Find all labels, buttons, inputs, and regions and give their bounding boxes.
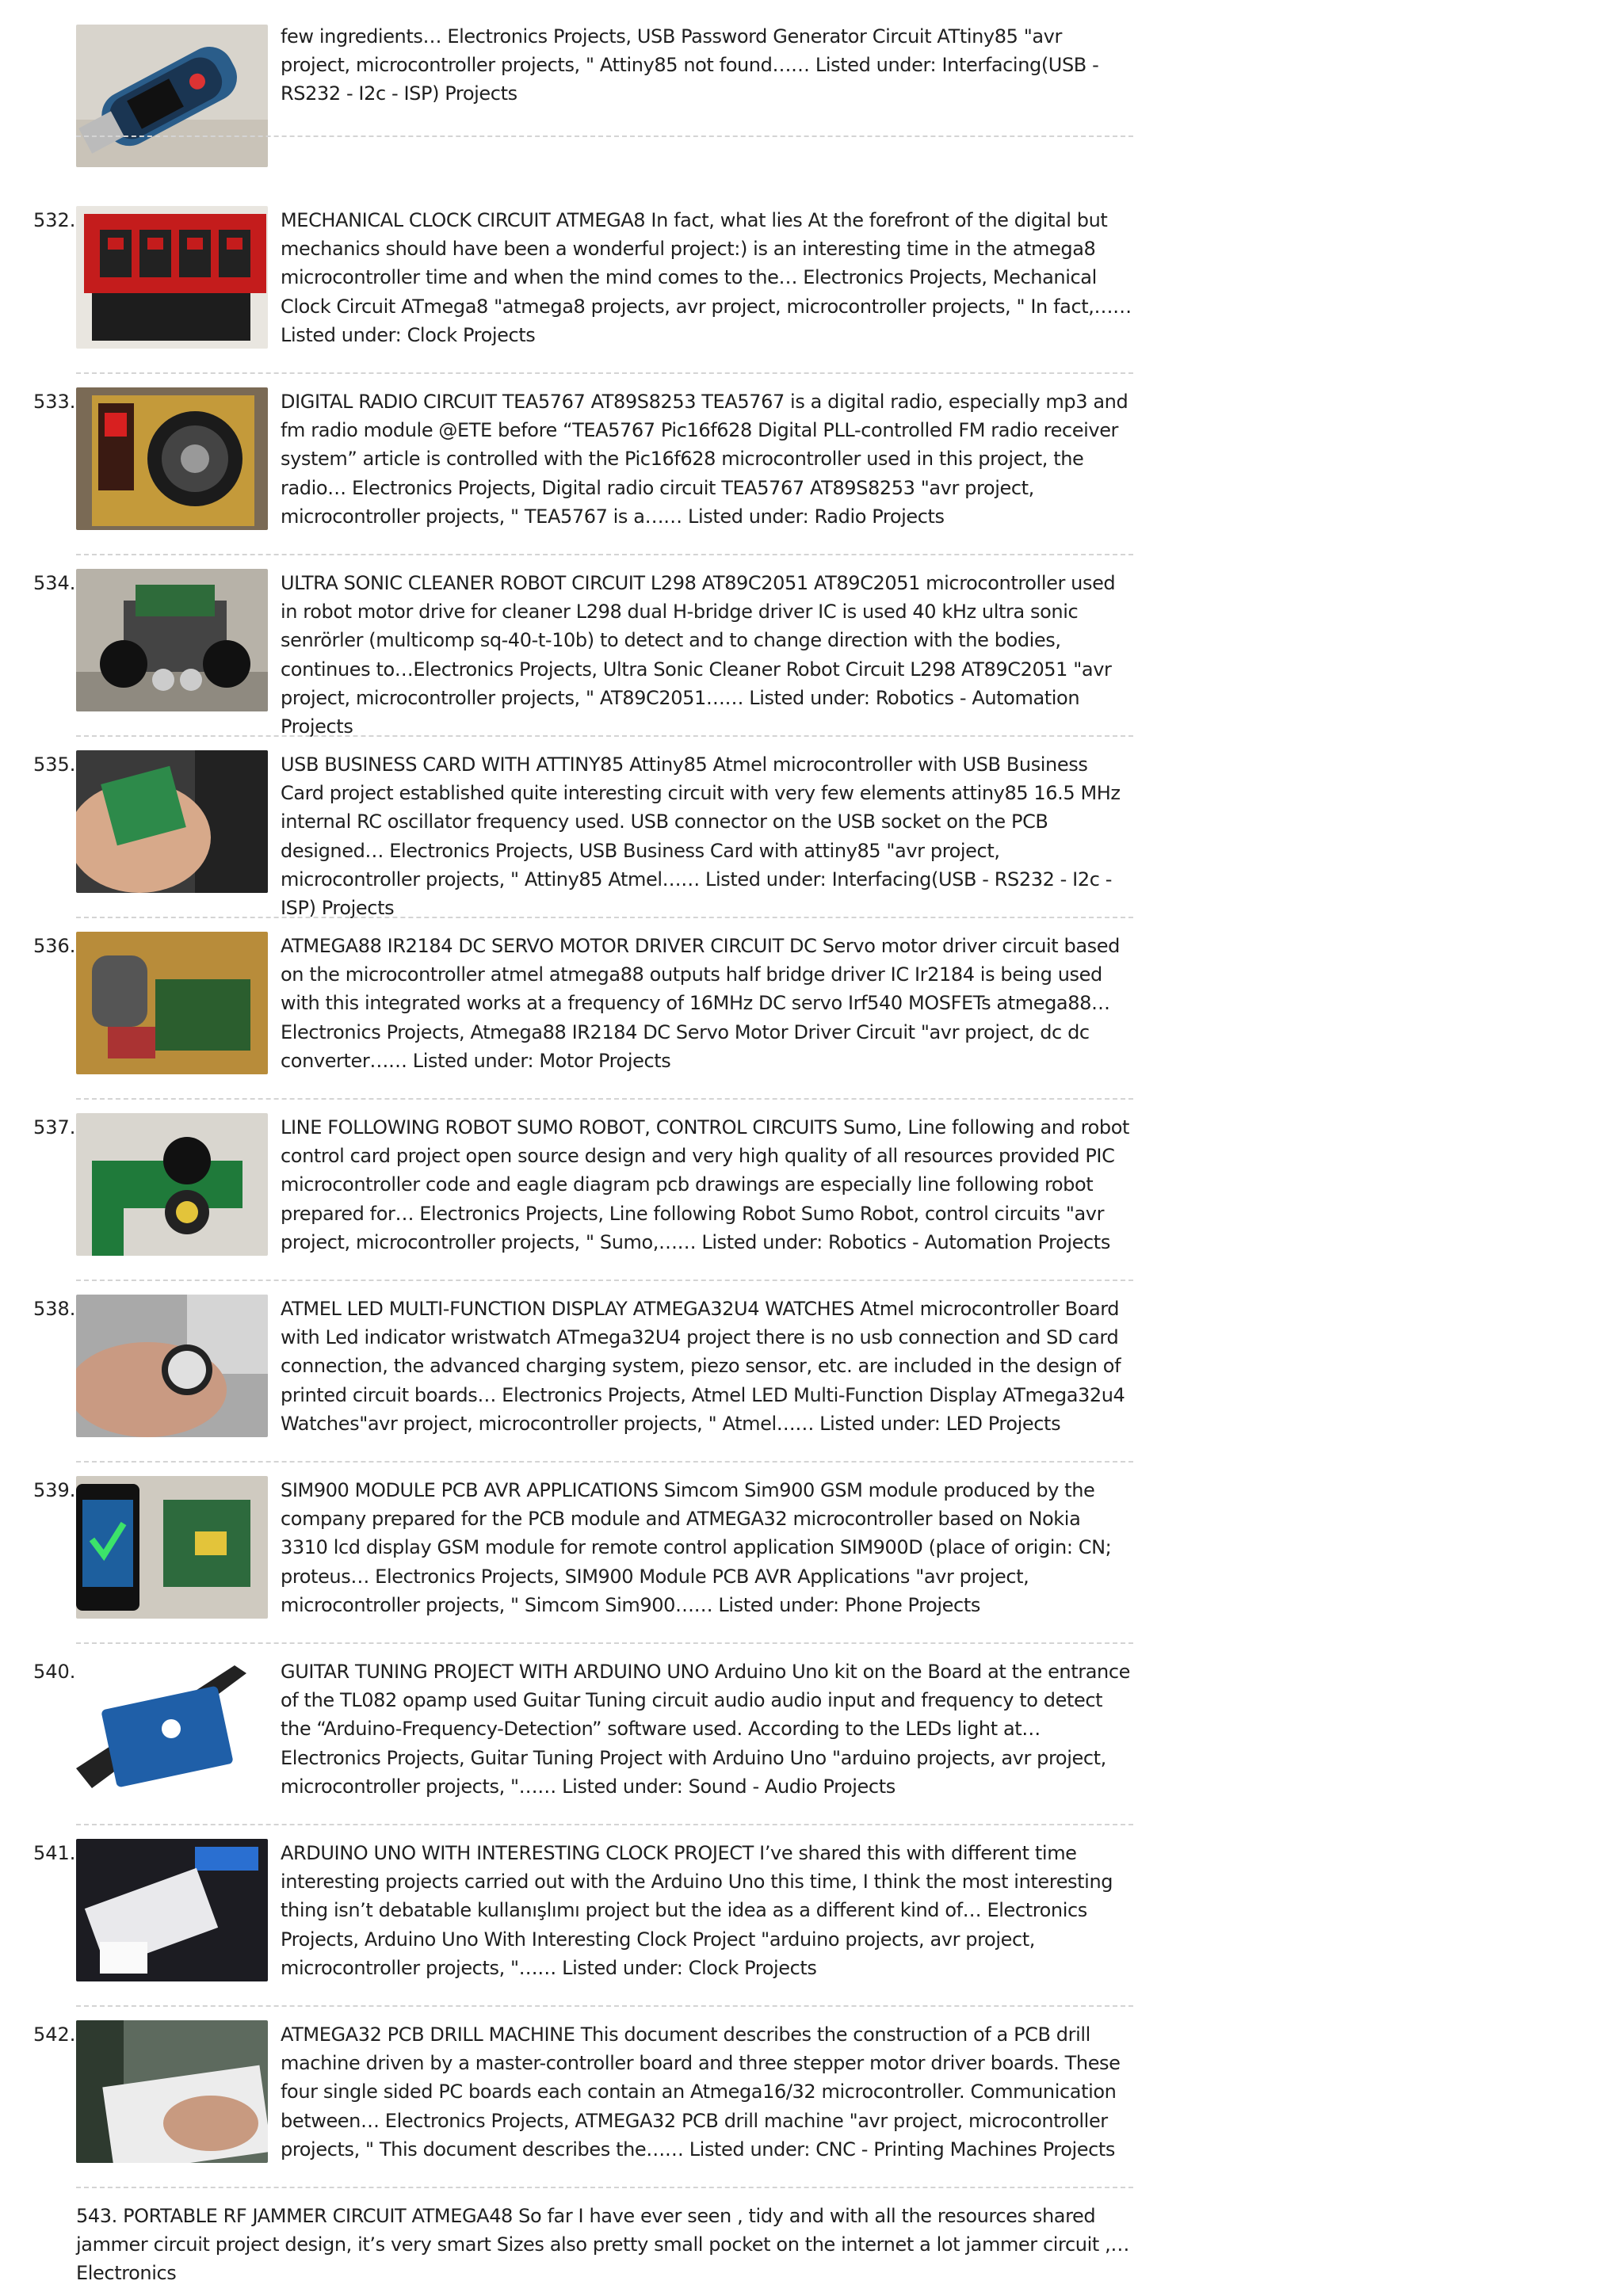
usb-business-card-photo[interactable] [76, 750, 268, 893]
item-number: 537. [33, 1116, 76, 1138]
item-text: PORTABLE RF JAMMER CIRCUIT ATMEGA48 So far I have ever seen , tidy and with all the resources shared jammer circuit project design, it’s very smart Sizes also pretty small pocket on the internet a lot jammer circuit ,… Electronics [76, 2205, 1129, 2285]
item-description: MECHANICAL CLOCK CIRCUIT ATMEGA8 In fact, what lies At the forefront of the digital but mechanics should have been a wonderful project:) is an interesting time in the atmega8 microcontroller time and when the mind comes to the… Electronics Projects, Mechanical Clock Circuit ATmega8 "atmega8 projects, avr project, microcontroller projects, " In fact,…… Listed under: Clock Projects [281, 209, 1132, 346]
item-description: few ingredients… Electronics Projects, USB Password Generator Circuit ATtiny85 "avr project, microcontroller projects, " Attiny85 not found…… Listed under: Interfacing(USB - RS232 - I2c - ISP) Projects [281, 25, 1099, 105]
item-number: 536. [33, 935, 76, 957]
item-number: 542. [33, 2023, 76, 2046]
separator [76, 1824, 1133, 1825]
item-description: ATMEGA32 PCB DRILL MACHINE This document describes the construction of a PCB drill machine driven by a master-controller board and three stepper motor driver boards. These four single sided PC boards each contain an Atmega16/32 microcontroller. Communication between… Electronics Projects, ATMEGA32 PCB drill machine "avr project, microcontroller projects, " This document describes the…… Listed under: CNC - Printing Machines Projects [281, 2023, 1121, 2161]
separator [76, 2187, 1133, 2188]
separator [76, 2005, 1133, 2007]
item-description: ATMEL LED MULTI-FUNCTION DISPLAY ATMEGA32U4 WATCHES Atmel microcontroller Board with Led indicator wristwatch ATmega32U4 project there is no usb connection and SD card connection, the advanced charging system, piezo sensor, etc. are included in the design of printed circuit boards… Electronics Projects, Atmel LED Multi-Function Display ATmega32u4 Watches"avr project, microcontroller projects, " Atmel…… Listed under: LED Projects [281, 1298, 1125, 1435]
item-description: SIM900 MODULE PCB AVR APPLICATIONS Simcom Sim900 GSM module produced by the company prepared for the PCB module and ATMEGA32 microcontroller based on Nokia 3310 lcd display GSM module for remote control application SIM900D (place of origin: CN; proteus… Electronics Projects, SIM900 Module PCB AVR Applications "avr project, microcontroller projects, " Simcom Sim900…… Listed under: Phone Projects [281, 1479, 1112, 1616]
gsm-module-photo[interactable] [76, 1476, 268, 1619]
sumo-robot-photo[interactable] [76, 1113, 268, 1256]
item-description [76, 2202, 1133, 2288]
item-description: ARDUINO UNO WITH INTERESTING CLOCK PROJECT I’ve shared this with different time interesting projects carried out with the Arduino Uno this time, I think the most interesting thing isn’t debatable kullanışlımı project but the idea as a different kind of… Electronics Projects, Arduino Uno With Interesting Clock Project "arduino projects, avr project, microcontroller projects, "…… Listed under: Clock Projects [281, 1842, 1113, 1979]
item-description: GUITAR TUNING PROJECT WITH ARDUINO UNO Arduino Uno kit on the Board at the entrance of the TL082 opamp used Guitar Tuning circuit audio audio input and frequency to detect the “Arduino-Frequency-Detection” software used. According to the LEDs light at… Electronics Projects, Guitar Tuning Project with Arduino Uno "arduino projects, avr project, microcontroller projects, "…… Listed under: Sound - Audio Projects [281, 1661, 1130, 1798]
separator [76, 917, 1133, 918]
separator [76, 1461, 1133, 1463]
separator [76, 372, 1133, 374]
item-description: ATMEGA88 IR2184 DC SERVO MOTOR DRIVER CIRCUIT DC Servo motor driver circuit based on the microcontroller atmel atmega88 outputs half bridge driver IC Ir2184 is being used with this integrated works at a frequency of 16MHz DC servo Irf540 MOSFETs atmega88… Electronics Projects, Atmega88 IR2184 DC Servo Motor Driver Circuit "avr project, dc dc converter…… Listed under: Motor Projects [281, 935, 1120, 1072]
item-description: USB BUSINESS CARD WITH ATTINY85 Attiny85 Atmel microcontroller with USB Business Card project established quite interesting circuit with very few elements attiny85 16.5 MHz internal RC oscillator frequency used. USB connector on the USB socket on the PCB designed… Electronics Projects, USB Business Card with attiny85 "avr project, microcontroller projects, " Attiny85 Atmel…… Listed under: Interfacing(USB - RS232 - I2c -ISP) Projects [281, 753, 1121, 920]
usb-stick-photo[interactable] [76, 25, 268, 167]
item-number: 533. [33, 391, 76, 413]
arduino-guitar-photo[interactable] [76, 1657, 268, 1800]
separator [76, 135, 1133, 137]
item-number-inline: 543. [76, 2205, 117, 2227]
mechanical-clock-photo[interactable] [76, 206, 268, 349]
wristwatch-photo[interactable] [76, 1295, 268, 1437]
separator [76, 1280, 1133, 1281]
separator [76, 554, 1133, 555]
item-number: 540. [33, 1661, 76, 1683]
item-description: LINE FOLLOWING ROBOT SUMO ROBOT, CONTROL CIRCUITS Sumo, Line following and robot control card project open source design and very high quality of all resources provided PIC microcontroller code and eagle diagram pcb drawings are especially line following robot prepared for… Electronics Projects, Line following Robot Sumo Robot, control circuits "avr project, microcontroller projects, " Sumo,…… Listed under: Robotics - Automation Projects [281, 1116, 1130, 1253]
arduino-clock-photo[interactable] [76, 1839, 268, 1981]
digital-radio-photo[interactable] [76, 387, 268, 530]
item-number: 535. [33, 753, 76, 776]
item-number: 532. [33, 209, 76, 231]
separator [76, 1642, 1133, 1644]
item-number: 539. [33, 1479, 76, 1501]
item-description: ULTRA SONIC CLEANER ROBOT CIRCUIT L298 AT89C2051 AT89C2051 microcontroller used in robot motor drive for cleaner L298 dual H-bridge driver IC is used 40 kHz ultra sonic senrörler (multicomp sq-40-t-10b) to detect and to change direction with the bodies, continues to…Electronics Projects, Ultra Sonic Cleaner Robot Circuit L298 AT89C2051 "avr project, microcontroller projects, " AT89C2051…… Listed under: Robotics - Automation Projects [281, 572, 1116, 738]
item-number: 541. [33, 1842, 76, 1864]
separator [76, 1098, 1133, 1100]
cleaner-robot-photo[interactable] [76, 569, 268, 711]
item-number: 534. [33, 572, 76, 594]
item-number: 538. [33, 1298, 76, 1320]
separator [76, 735, 1133, 737]
item-description: DIGITAL RADIO CIRCUIT TEA5767 AT89S8253 TEA5767 is a digital radio, especially mp3 and fm radio module @ETE before “TEA5767 Pic16f628 Digital PLL-controlled FM radio receiver system” article is controlled with the Pic16f628 microcontroller used in this project, the radio… Electronics Projects, Digital radio circuit TEA5767 AT89S8253 "avr project, microcontroller projects, " TEA5767 is a…… Listed under: Radio Projects [281, 391, 1128, 528]
pcb-drill-photo[interactable] [76, 2020, 268, 2163]
servo-motor-driver-photo[interactable] [76, 932, 268, 1074]
